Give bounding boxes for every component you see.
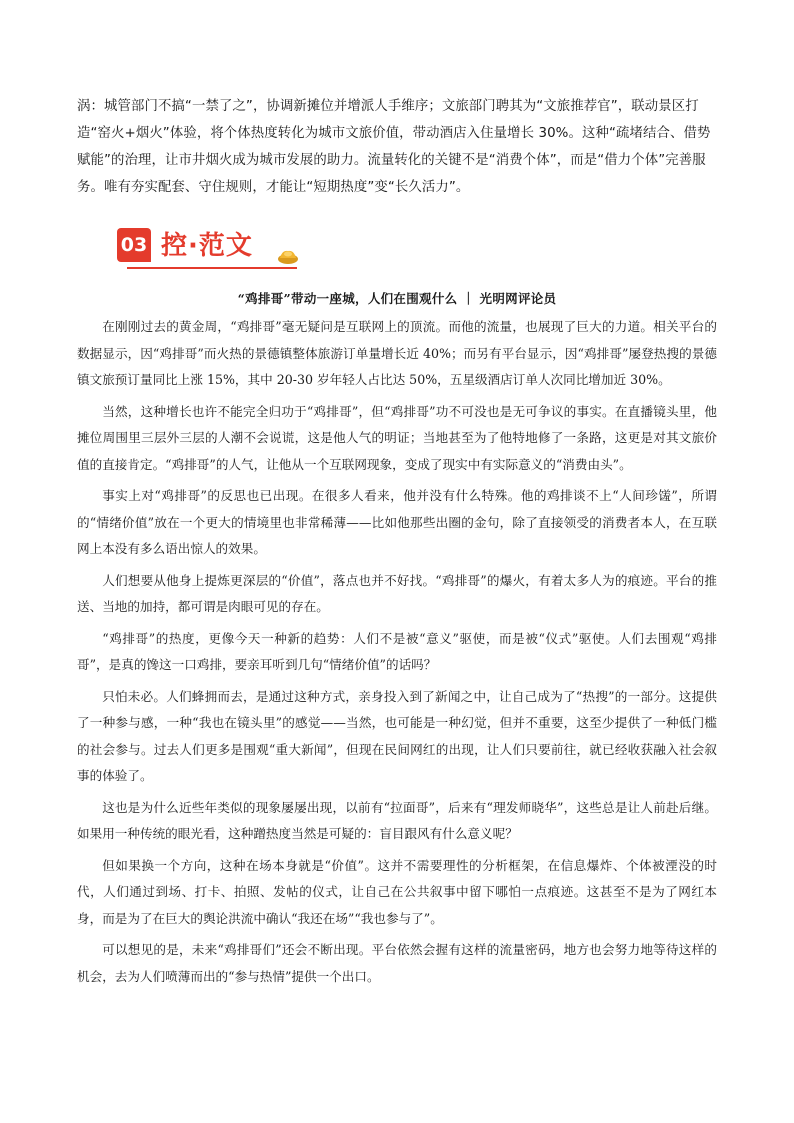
article-paragraph: 这也是为什么近些年类似的现象屡屡出现，以前有“拉面哥”，后来有“理发师晓华”，这些总是让人前赴后继。如果用一种传统的眼光看，这种蹭热度当然是可疑的：盲目跟风有什么意义呢？ [77, 799, 717, 841]
article-paragraph: 但如果换一个方向，这种在场本身就是“价值”。这并不需要理性的分析框架，在信息爆炸、个体被湮没的时代，人们通过到场、打卡、拍照、发帖的仪式，让自己在公共叙事中留下哪怕一点痕迹。这甚至不是为了网红本身，而是为了在巨大的舆论洪流中确认“我还在场”“我也参与了”。 [77, 857, 717, 926]
intro-paragraph: 涡：城管部门不搞“一禁了之”，协调新摊位并增派人手维序；文旅部门聘其为“文旅推荐官”，联动景区打造“窑火+烟火”体验，将个体热度转化为城市文旅价值，带动酒店入住量增长 30%。这种“疏堵结合、借势赋能”的治理，让市井烟火成为城市发展的助力。流量转化的关键不是“消费个体”，而是“借力个体”完善服务。唯有夯实配套、守住规则，才能让“短期热度”变“长久活力”。 [77, 99, 711, 195]
article-paragraph: 在刚刚过去的黄金周，“鸡排哥”毫无疑问是互联网上的顶流。而他的流量，也展现了巨大的力道。相关平台的数据显示，因“鸡排哥”而火热的景德镇整体旅游订单量增长近 40%；而另有平台显示，因“鸡排哥”屡登热搜的景德镇文旅预订量同比上涨 15%，其中 20-30 岁年轻人占比达 50%，五星级酒店订单人次同比增加近 30%。 [77, 319, 717, 387]
article-title: “鸡排哥”带动一座城，人们在围观什么 ｜ 光明网评论员 [237, 291, 557, 306]
article-paragraph: 人们想要从他身上提炼更深层的“价值”，落点也并不好找。“鸡排哥”的爆火，有着太多人为的痕迹。平台的推送、当地的加持，都可谓是肉眼可见的存在。 [77, 572, 717, 614]
section-number-badge: 03 [117, 228, 151, 262]
section-title: 控·范文 [161, 231, 253, 261]
gold-ingot-icon [277, 244, 299, 266]
article-paragraph: 当然，这种增长也许不能完全归功于“鸡排哥”，但“鸡排哥”功不可没也是无可争议的事实。在直播镜头里，他摊位周围里三层外三层的人潮不会说谎，这是他人气的明证；当地甚至为了他特地修了一条路，这更是对其文旅价值的直接肯定。“鸡排哥”的人气，让他从一个互联网现象，变成了现实中有实际意义的“消费由头”。 [77, 403, 717, 472]
article-paragraph: “鸡排哥”的热度，更像今天一种新的趋势：人们不是被“意义”驱使，而是被“仪式”驱使。人们去围观“鸡排哥”，是真的馋这一口鸡排，要亲耳听到几句“情绪价值”的话吗？ [77, 630, 717, 672]
section-underline [127, 267, 297, 269]
section-header [117, 222, 302, 272]
article-paragraph: 只怕未必。人们蜂拥而去，是通过这种方式，亲身投入到了新闻之中，让自己成为了“热搜”的一部分。这提供了一种参与感，一种“我也在镜头里”的感觉——当然，也可能是一种幻觉，但并不重要，这至少提供了一种低门槛的社会参与。过去人们更多是围观“重大新闻”，但现在民间网红的出现，让人们只要前往，就已经收获融入社会叙事的体验了。 [77, 688, 717, 783]
article-paragraph: 事实上对“鸡排哥”的反思也已出现。在很多人看来，他并没有什么特殊。他的鸡排谈不上“人间珍馐”，所谓的“情绪价值”放在一个更大的情境里也非常稀薄——比如他那些出圈的金句，除了直接领受的消费者本人，在互联网上本没有多么语出惊人的效果。 [77, 488, 717, 556]
article-body [77, 314, 717, 995]
article-paragraph: 可以想见的是，未来“鸡排哥们”还会不断出现。平台依然会握有这样的流量密码，地方也会努力地等待这样的机会，去为人们喷薄而出的“参与热情”提供一个出口。 [77, 942, 717, 984]
